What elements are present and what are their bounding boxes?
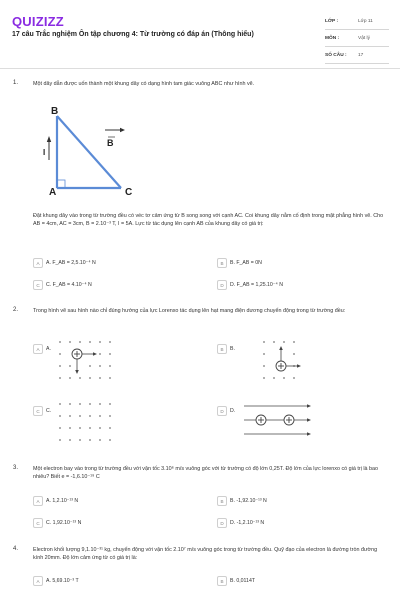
option-text: C. F_AB = 4.10⁻⁴ N [46,282,92,288]
option-3d[interactable] [217,518,264,528]
triangle-figure [45,100,145,200]
option-2c[interactable] [33,398,125,444]
question-number: 1. [13,80,19,86]
option-badge: A [33,576,43,586]
meta-value: Vật lý [358,35,370,41]
option-badge: C [33,518,43,528]
vertex-c-label: C [125,187,133,198]
current-arrow-head [47,136,51,142]
current-label: I [43,148,46,157]
lorentz-figure-a [55,336,125,382]
question-text: Trong hình vẽ sau hình nào chỉ đúng hướng của lực Lorenxo tác dụng lên hạt mang điện dương chuyển động trong từ trường đều: [33,308,346,314]
meta-key: LỚP : [325,18,339,24]
option-text: C. 1,92.10⁻¹³ N [46,520,82,526]
question-number: 4. [13,546,19,552]
option-3a[interactable] [33,496,78,506]
option-text: B. 0,0114T [230,578,255,584]
option-badge: C [33,280,43,290]
option-badge: B [217,576,227,586]
option-text: A. [46,346,51,352]
meta-table [325,13,389,64]
question-text: Electron khối lượng 9,1.10⁻³¹ kg, chuyển động với vận tốc 2.10⁷ m/s vuông góc trong từ trường đều. Quỹ đạo của electron là đường tròn đường kính 20mm. Độ lớn cảm ứng từ có giá trị là: [33,547,378,561]
option-badge: A [33,496,43,506]
lorentz-figure-d [239,398,319,444]
option-1c[interactable] [33,280,92,290]
quizizz-logo[interactable]: QUIZIZZ [12,14,64,29]
field-label: B [107,138,114,148]
header-divider [0,68,400,69]
page-header [0,0,400,70]
option-3c[interactable] [33,518,81,528]
option-2b[interactable] [217,336,309,382]
option-1b[interactable] [217,258,262,268]
option-badge: D [217,406,227,416]
vertex-b-label: B [51,106,59,117]
question-number: 3. [13,465,19,471]
option-badge: A [33,344,43,354]
option-badge: D [217,280,227,290]
option-text: D. F_AB = 1,25.10⁻⁴ N [230,282,283,288]
option-badge: B [217,344,227,354]
edge-bc [57,116,121,188]
meta-row-count [325,47,389,64]
option-text: A. 5,69.10⁻³ T [46,578,79,584]
option-badge: B [217,496,227,506]
lorentz-figure-b [239,336,309,382]
vertex-a-label: A [49,187,57,198]
option-text: B. -1,92.10⁻¹³ N [230,498,267,504]
option-badge: C [33,406,43,416]
option-text: A. 1,2.10⁻¹³ N [46,498,79,504]
option-4a[interactable] [33,576,79,586]
option-3b[interactable] [217,496,267,506]
question-text: Một electron bay vào trong từ trường đều với vận tốc 3.10⁶ m/s vuông góc với từ trường có độ lớn 0,25T. Độ lớn của lực lorenxo có giá trị là bao nhiêu? Biết e = -1,6.10⁻¹⁹ C [33,466,379,480]
option-1d[interactable] [217,280,283,290]
page-title: 17 câu Trắc nghiệm Ôn tập chương 4: Từ trường có đáp án (Thông hiểu) [12,31,254,38]
meta-value: Lớp 11 [358,18,373,24]
meta-row-class [325,13,389,30]
option-4b[interactable] [217,576,255,586]
option-1a[interactable] [33,258,96,268]
lorentz-figure-c [55,398,125,444]
option-text: D. [230,408,236,414]
option-badge: B [217,258,227,268]
option-badge: A [33,258,43,268]
option-text: C. [46,408,52,414]
field-arrow-head [120,128,125,132]
option-badge: D [217,518,227,528]
option-text: D. -1,2.10⁻¹³ N [230,520,265,526]
option-text: B. F_AB = 0N [230,260,262,266]
meta-row-subject [325,30,389,47]
option-text: B. [230,346,235,352]
meta-value: 17 [358,52,364,58]
option-2d[interactable] [217,398,319,444]
question-text: Một dây dẫn được uốn thành một khung dây có dạng hình tam giác vuông ABC như hình vẽ. [33,81,255,87]
right-angle-mark [57,180,65,188]
question-text: Đặt khung dây vào trong từ trường đều có véc tơ cảm ứng từ B song song với cạnh AC. Coi khung dây nằm cố định trong mặt phẳng hình vẽ. Cho AB = 4cm, AC = 3cm, B = 2.10⁻³ T, I = 5A. Lực từ tác dụng lên cạnh AB của khung dây có giá trị: [33,213,384,227]
option-text: A. F_AB = 2,5.10⁻⁴ N [46,260,96,266]
meta-key: MÔN : [325,35,340,41]
option-2a[interactable] [33,336,125,382]
question-number: 2. [13,307,19,313]
meta-key: SỐ CÂU : [325,52,347,58]
